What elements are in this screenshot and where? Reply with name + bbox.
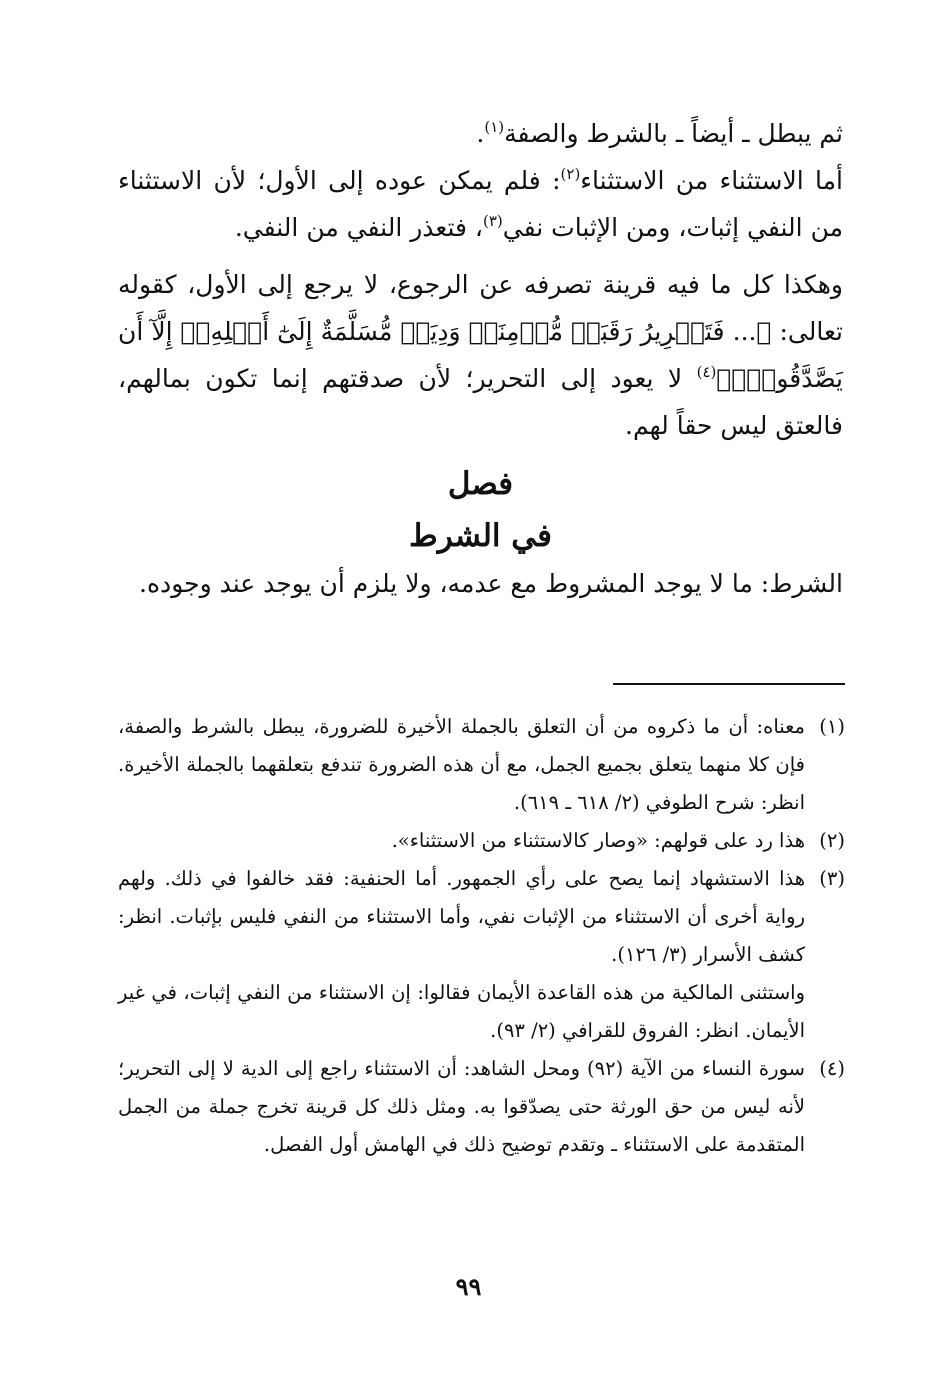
- footnote-text: معناه: أن ما ذكروه من أن التعلق بالجملة الأخيرة للضرورة، يبطل بالشرط والصفة، فإن كلا منهما يتعلق بجميع الجمل، مع أن هذه الضرورة تندفع بتعلقهما بالجملة الأخيرة. انظر: شرح الطوفي (٢/ ٦١٨ ـ ٦١٩).: [118, 715, 805, 814]
- footnotes: [118, 708, 845, 1164]
- footnote-text: سورة النساء من الآية (٩٢) ومحل الشاهد: أن الاستثناء راجع إلى الدية لا إلى التحرير؛ لأنه ليس من حق الورثة حتى يصدّقوا به. ومثل ذلك كل قرينة تخرج جملة من الجمل المتقدمة على الاستثناء ـ وتقدم توضيح ذلك في الهامش أول الفصل.: [118, 1057, 805, 1156]
- paragraph-2: [118, 157, 843, 251]
- paragraph-3: [118, 261, 843, 449]
- footnote-text: هذا رد على قولهم: «وصار كالاستثناء من الاستثناء».: [391, 829, 805, 852]
- paragraph-1-end: .: [476, 119, 485, 148]
- paragraph-2-b: : فلم يمكن عوده إلى الأول؛ لأن الاستثناء من النفي إثبات، ومن الإثبات نفي: [118, 166, 843, 242]
- footnote-ref-2: (٢): [560, 165, 581, 183]
- footnote-separator: [613, 683, 845, 685]
- footnote-3: [118, 860, 845, 974]
- footnote-number: (٣): [819, 867, 845, 890]
- footnote-ref-3: (٣): [483, 212, 503, 230]
- definition-paragraph: [118, 560, 843, 607]
- paragraph-2-c: ، فتعذر النفي من النفي.: [234, 213, 483, 242]
- paragraph-1: [118, 110, 843, 157]
- section-heading: فصل: [447, 466, 514, 502]
- footnote-number: (٢): [819, 829, 845, 852]
- footnote-number: (٤): [819, 1057, 845, 1080]
- paragraph-2-a: أما الاستثناء من الاستثناء: [580, 166, 843, 195]
- footnote-3-continuation: واستثنى المالكية من هذه القاعدة الأيمان فقالوا: إن الاستثناء من النفي إثبات، في غير الأيمان. انظر: الفروق للقرافي (٢/ ٩٣).: [118, 981, 805, 1042]
- paragraph-3-b: لا يعود إلى التحرير؛ لأن صدقتهم إنما تكون بمالهم، فالعتق ليس حقاً لهم.: [118, 364, 843, 440]
- footnote-2: [118, 822, 845, 860]
- footnote-ref-1: (١): [484, 118, 505, 136]
- paragraph-3-a: وهكذا كل ما فيه قرينة تصرفه عن الرجوع، لا يرجع إلى الأول، كقوله تعالى:: [118, 270, 843, 346]
- footnote-number: (١): [819, 715, 845, 738]
- definition-text: الشرط: ما لا يوجد المشروط مع عدمه، ولا يلزم أن يوجد عند وجوده.: [139, 569, 843, 598]
- footnote-1: [118, 708, 845, 822]
- footnote-text: هذا الاستشهاد إنما يصح على رأي الجمهور. أما الحنفية: فقد خالفوا في ذلك. ولهم رواية أخرى أن الاستثناء من الإثبات نفي، وأما الاستثناء من النفي فليس بإثبات. انظر: كشف الأسرار (٣/ ١٢٦).: [118, 867, 805, 966]
- subsection-heading: في الشرط: [409, 518, 552, 554]
- footnote-ref-4: (٤): [696, 363, 717, 381]
- page-number: ٩٩: [455, 1272, 482, 1301]
- footnote-4: [118, 1050, 845, 1164]
- main-text: [118, 110, 843, 449]
- quran-verse: ﴿... فَتَحۡرِيرُ رَقَبَةٖ مُّؤۡمِنَةٖ وَدِيَةٞ مُّسَلَّمَةٌ إِلَىٰٓ أَهۡلِهِۦٓ إِلَّآ أَن يَصَّدَّقُواْۚ﴾: [118, 317, 843, 393]
- paragraph-1-text: ثم يبطل ـ أيضاً ـ بالشرط والصفة: [504, 119, 843, 148]
